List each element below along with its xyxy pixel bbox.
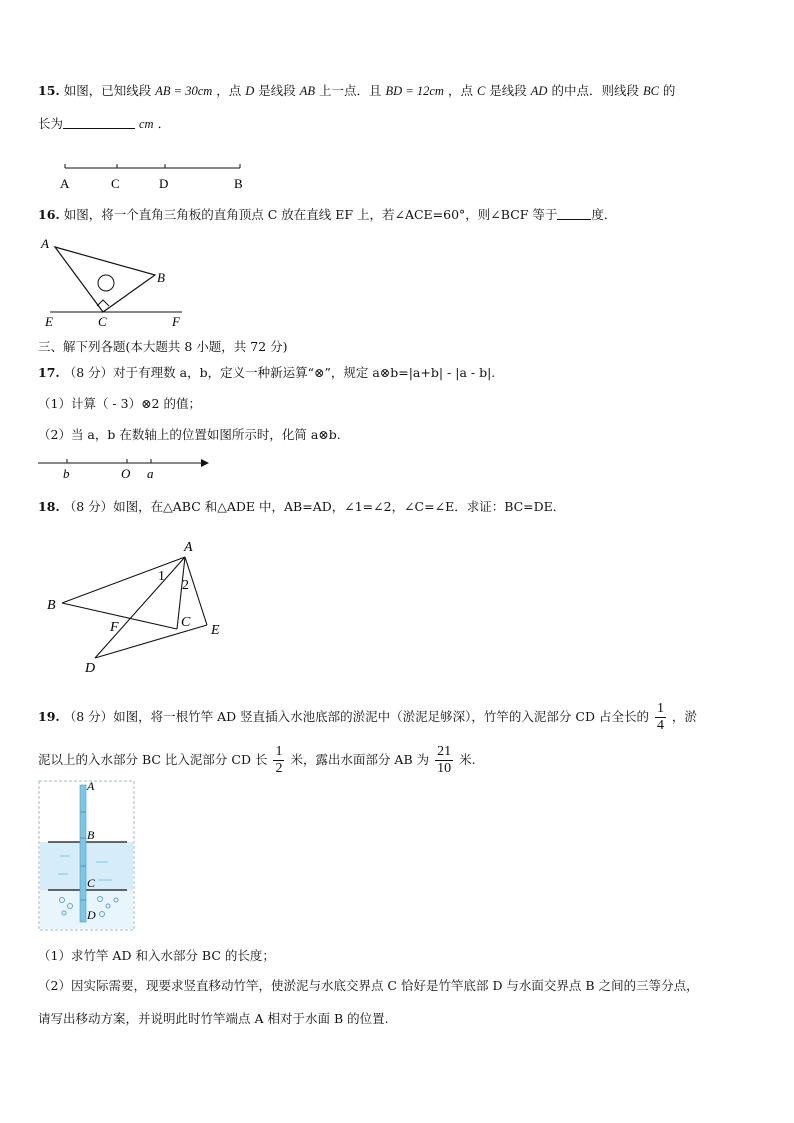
label-d: D: [159, 176, 169, 191]
q19-part2-line1: [38, 977, 764, 995]
angle-1-label: 1: [158, 569, 165, 584]
q18-number: 18.: [38, 499, 60, 514]
q19-line1-text: （8 分）如图，将一根竹竿 AD 竖直插入水池底部的淤泥中（淤泥足够深），竹竿的入泥部分 CD 占全长的: [63, 709, 649, 724]
label-a: A: [60, 176, 70, 191]
label-b: B: [47, 598, 56, 613]
label-o: O: [121, 466, 131, 481]
frac-den: 10: [437, 761, 452, 776]
label-f: F: [172, 314, 180, 329]
q15-math-ab: AB = 30cm: [155, 84, 213, 98]
q15-seg-ad: AD: [530, 84, 548, 98]
q17-part2-text: （2）当 a，b 在数轴上的位置如图所示时，化简 a⊗b.: [38, 427, 341, 442]
frac-den: 4: [656, 718, 664, 733]
q16-text: 如图，将一个直角三角板的直角顶点 C 放在直线 EF 上，若∠ACE=60°，则∠BCF 等于: [63, 207, 558, 222]
label-e: E: [45, 314, 53, 329]
q15-text-f: 是线段: [489, 83, 527, 98]
label-f: F: [110, 620, 119, 635]
q19-part1-text: （1）求竹竿 AD 和入水部分 BC 的长度；: [38, 948, 275, 963]
frac-num: 1: [656, 701, 664, 716]
q15-unit: cm: [139, 117, 154, 131]
q15-seg-ab: AB: [299, 84, 316, 98]
q19-part2-text1: （2）因实际需要，现要求竖直移动竹竿，使淤泥与水底交界点 C 恰好是竹竿底部 D 与水面交界点 B 之间的三等分点，: [38, 978, 699, 993]
q15-text-h: 的: [662, 83, 676, 98]
angle-2-label: 2: [182, 578, 189, 593]
frac-num: 1: [275, 744, 283, 759]
label-c: C: [111, 176, 120, 191]
q15-text-e: ，点: [447, 83, 473, 98]
q19-part2-text2: 请写出移动方案，并说明此时竹竿端点 A 相对于水面 B 的位置.: [38, 1011, 389, 1026]
label-c: C: [87, 876, 96, 890]
label-c: C: [98, 314, 107, 329]
label-a: A: [41, 236, 49, 251]
label-d: D: [85, 661, 96, 676]
label-b: B: [234, 176, 243, 191]
q19-part1: [38, 947, 764, 965]
label-a: A: [87, 779, 95, 793]
q19-line2-end: 米.: [459, 752, 476, 767]
bamboo-pole: [80, 785, 86, 922]
q19-line2-mid: 米，露出水面部分 AB 为: [290, 752, 430, 767]
q15-seg-bc: BC: [642, 84, 659, 98]
label-b: B: [87, 828, 95, 842]
section-3-text: 三、解下列各题(本大题共 8 小题，共 72 分): [38, 339, 288, 354]
q15-text-d: 上一点．且: [319, 83, 382, 98]
frac-den: 2: [275, 761, 283, 776]
q15-point-c: C: [476, 84, 486, 98]
q15-math-bd: BD = 12cm: [385, 84, 444, 98]
q15-text-g: 的中点．则线段: [551, 83, 639, 98]
label-a: a: [147, 466, 154, 481]
q15-text-c: 是线段: [258, 83, 296, 98]
frac-num: 21: [437, 744, 452, 759]
label-a: A: [184, 540, 193, 555]
q17-number: 17.: [38, 365, 60, 380]
q19-number: 19.: [38, 709, 60, 724]
q15-line2-end: ．: [157, 116, 171, 131]
q19-line2-text: 泥以上的入水部分 BC 比入泥部分 CD 长: [38, 752, 268, 767]
q16-number: 16.: [38, 207, 60, 222]
q18-text: （8 分）如图，在△ABC 和△ADE 中，AB=AD，∠1=∠2，∠C=∠E．求证：BC=DE．: [63, 499, 566, 514]
q15-text-b: ，点: [216, 83, 242, 98]
label-b: B: [157, 270, 165, 285]
q19-part2-line2: [38, 1010, 764, 1028]
label-e: E: [211, 623, 220, 638]
label-d: D: [87, 908, 96, 922]
q15-point-d: D: [245, 84, 255, 98]
q17-text: （8 分）对于有理数 a，b，定义一种新运算“⊗”，规定 a⊗b=|a+b| - |a - b|.: [63, 365, 496, 380]
label-b: b: [63, 466, 70, 481]
q15-text-a: 如图，已知线段: [63, 83, 152, 98]
label-c: C: [181, 615, 191, 630]
q15-line2-text: 长为: [38, 116, 64, 131]
q15-number: 15.: [38, 83, 60, 98]
q17-part1-text: （1）计算（ - 3）⊗2 的值；: [38, 396, 201, 411]
q16-suffix: 度．: [591, 207, 617, 222]
q19-line1-end: ，淤: [671, 709, 697, 724]
